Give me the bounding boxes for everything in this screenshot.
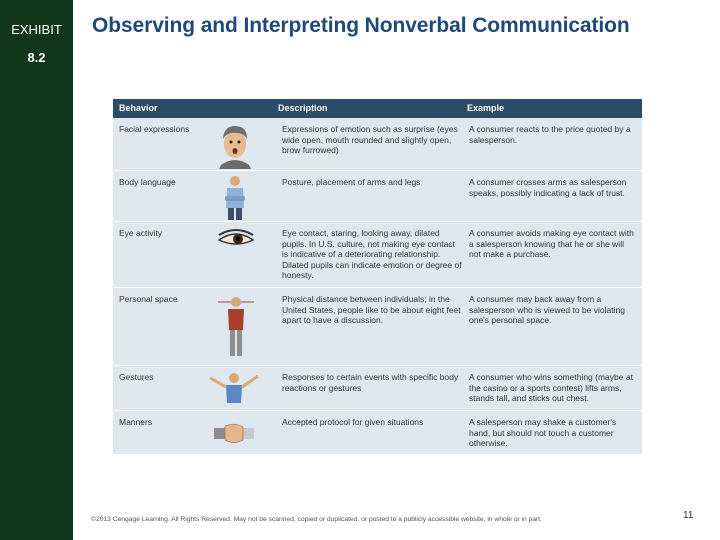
exhibit-label: EXHIBIT	[11, 22, 62, 37]
header-example: Example	[467, 103, 505, 113]
behavior-cell: Personal space	[119, 294, 178, 304]
table-header	[113, 99, 642, 118]
example-cell: A consumer crosses arms as salesperson speaks, possibly indicating a lack of trust.	[469, 177, 627, 198]
table-row	[113, 171, 642, 222]
description-cell: Responses to certain events with specific body reactions or gestures	[282, 372, 459, 393]
table-row	[113, 118, 642, 171]
behavior-cell: Gestures	[119, 372, 154, 382]
description-cell: Posture, placement of arms and legs	[282, 177, 421, 187]
example-cell: A consumer reacts to the price quoted by a salesperson.	[469, 124, 631, 145]
table-row	[113, 366, 642, 411]
exhibit-sidebar	[0, 0, 73, 540]
body-language-illustration	[217, 174, 253, 220]
facial-expression-illustration	[217, 123, 253, 169]
handshake-illustration	[213, 419, 255, 449]
behavior-cell: Manners	[119, 417, 153, 427]
header-behavior: Behavior	[119, 103, 158, 113]
exhibit-number: 8.2	[27, 50, 46, 65]
nonverbal-table	[113, 99, 642, 454]
example-cell: A consumer avoids making eye contact with a salesperson knowing that he or she will not make a purchase.	[469, 228, 634, 259]
description-cell: Physical distance between individuals; in the United States, people like to be about eight feet apart to have a discussion.	[282, 294, 461, 325]
description-cell: Accepted protocol for given situations	[282, 417, 424, 427]
personal-space-illustration	[217, 294, 255, 360]
behavior-cell: Body language	[119, 177, 176, 187]
example-cell: A consumer may back away from a salesperson who is viewed to be violating one's personal space.	[469, 294, 625, 325]
example-cell: A consumer who wins something (maybe at the casino or a sports contest) lifts arms, stands tall, and sticks out chest.	[469, 372, 633, 403]
table-row	[113, 288, 642, 366]
gestures-illustration	[207, 369, 261, 407]
description-cell: Expressions of emotion such as surprise (eyes wide open, mouth rounded and slightly open, brow furrowed)	[282, 124, 458, 155]
description-cell: Eye contact, staring, looking away, dilated pupils. In U.S. culture, not making eye contact is indicative of a deteriorating relationship. Dilated pupils can indicate emotion or degree of honesty.	[282, 228, 462, 280]
copyright-footer: ©2013 Cengage Learning. All Rights Reserved. May not be scanned, copied or duplicated, or posted to a publicly accessible website, in whole or in part.	[91, 516, 542, 523]
eye-illustration	[217, 228, 255, 250]
example-cell: A salesperson may shake a customer's hand, but should not touch a customer otherwise.	[469, 417, 617, 448]
table-row	[113, 222, 642, 288]
table-row	[113, 411, 642, 454]
header-description: Description	[278, 103, 328, 113]
page-title: Observing and Interpreting Nonverbal Communication	[92, 14, 630, 37]
behavior-cell: Facial expressions	[119, 124, 190, 134]
page-number: 11	[683, 510, 694, 521]
behavior-cell: Eye activity	[119, 228, 162, 238]
